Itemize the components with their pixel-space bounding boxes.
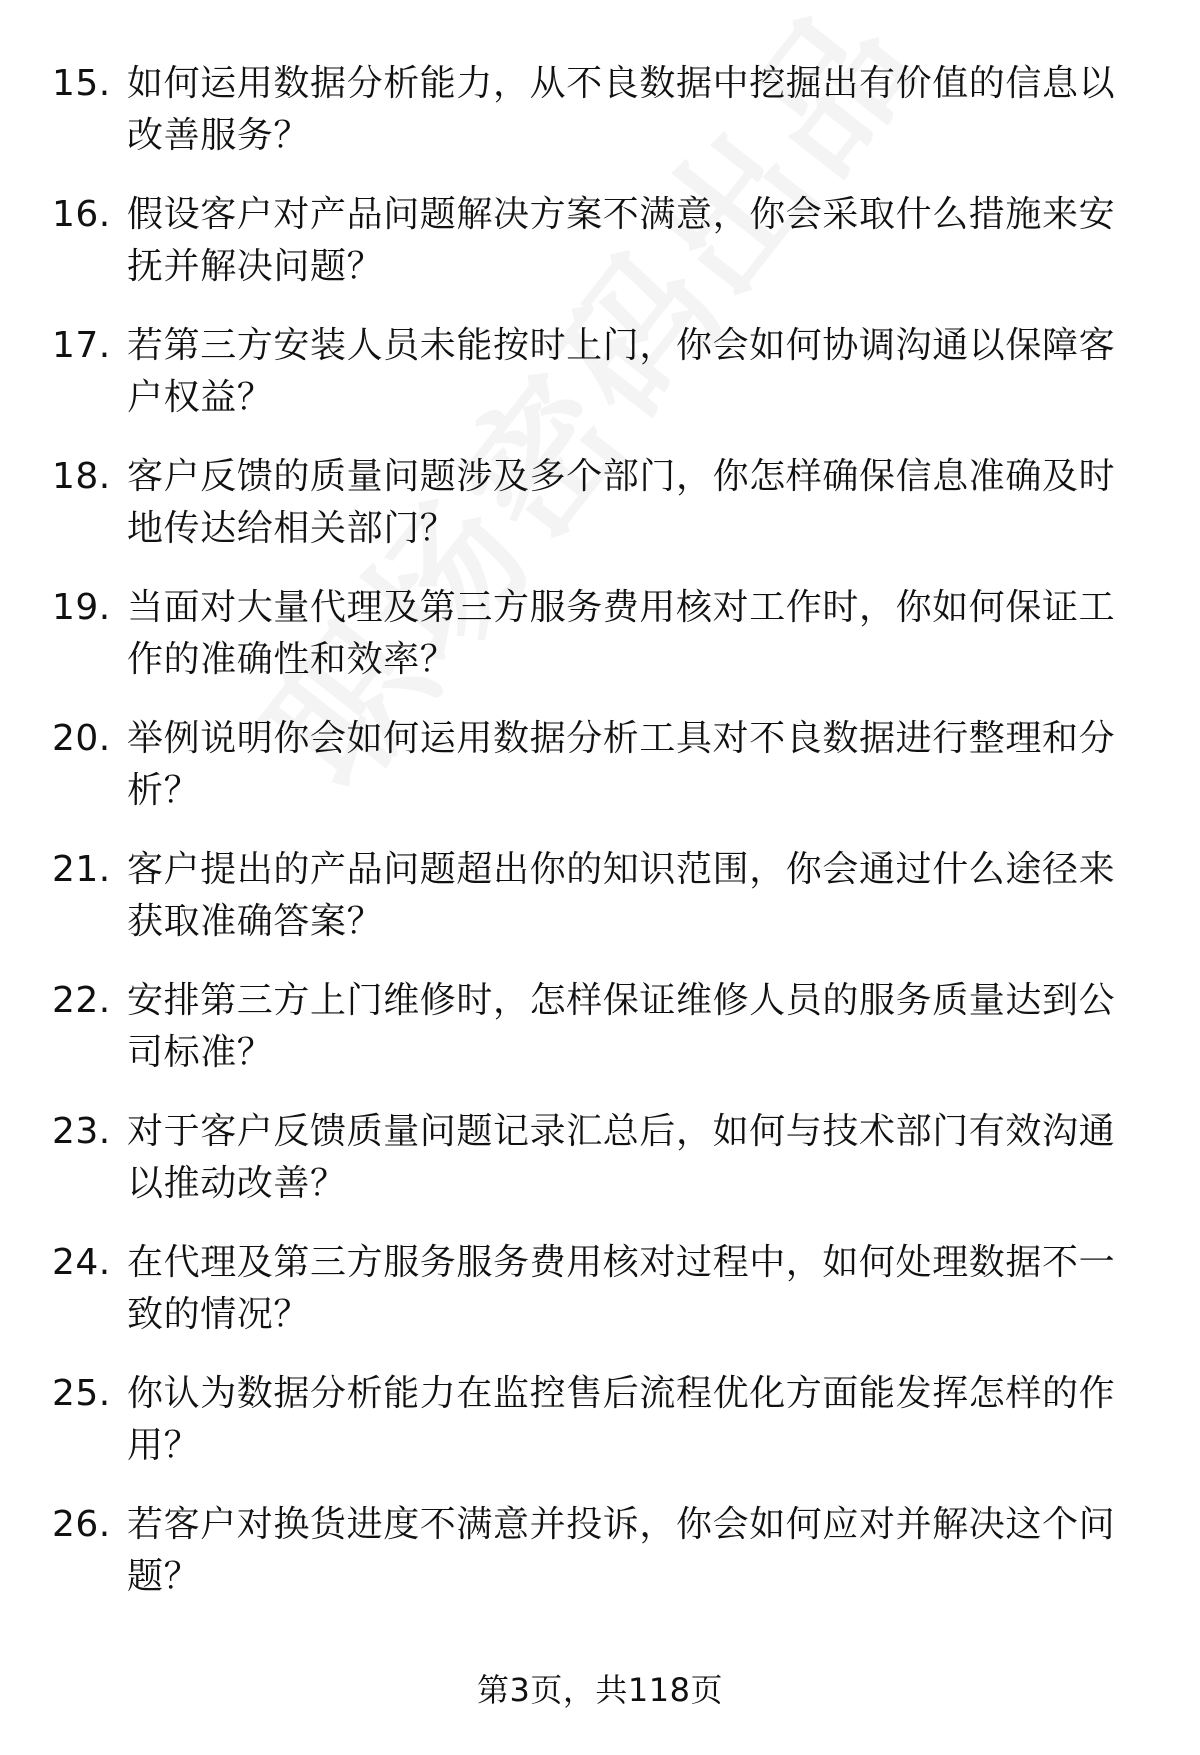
question-item (0, 844, 1200, 975)
question-text: 你认为数据分析能力在监控售后流程优化方面能发挥怎样的作用？ (127, 1373, 1116, 1466)
question-item (0, 582, 1200, 713)
question-text: 当面对大量代理及第三方服务费用核对工作时，你如何保证工作的准确性和效率？ (127, 587, 1116, 680)
question-item (0, 1237, 1200, 1368)
question-item (0, 58, 1200, 189)
question-list (0, 58, 1200, 1630)
question-item (0, 1368, 1200, 1499)
question-item (0, 975, 1200, 1106)
question-text: 举例说明你会如何运用数据分析工具对不良数据进行整理和分析？ (127, 718, 1116, 811)
question-text: 若客户对换货进度不满意并投诉，你会如何应对并解决这个问题？ (127, 1504, 1116, 1597)
question-text: 客户反馈的质量问题涉及多个部门，你怎样确保信息准确及时地传达给相关部门？ (127, 456, 1116, 549)
question-number: 20. (52, 718, 111, 759)
question-text: 假设客户对产品问题解决方案不满意，你会采取什么措施来安抚并解决问题？ (127, 194, 1116, 287)
question-number: 15. (52, 63, 111, 104)
question-text: 客户提出的产品问题超出你的知识范围，你会通过什么途径来获取准确答案？ (127, 849, 1116, 942)
question-text: 若第三方安装人员未能按时上门，你会如何协调沟通以保障客户权益？ (127, 325, 1116, 418)
question-number: 17. (52, 325, 111, 366)
question-number: 25. (52, 1373, 111, 1414)
question-text: 如何运用数据分析能力，从不良数据中挖掘出有价值的信息以改善服务？ (127, 63, 1116, 156)
question-number: 24. (52, 1242, 111, 1283)
question-number: 21. (52, 849, 111, 890)
question-item (0, 1106, 1200, 1237)
page-footer: 第3页，共118页 (477, 1671, 723, 1709)
question-item (0, 713, 1200, 844)
question-number: 22. (52, 980, 111, 1021)
question-item (0, 451, 1200, 582)
question-item (0, 320, 1200, 451)
question-item (0, 189, 1200, 320)
question-number: 16. (52, 194, 111, 235)
question-number: 26. (52, 1504, 111, 1545)
question-text: 对于客户反馈质量问题记录汇总后，如何与技术部门有效沟通以推动改善？ (127, 1111, 1116, 1204)
question-item (0, 1499, 1200, 1630)
question-number: 18. (52, 456, 111, 497)
question-number: 23. (52, 1111, 111, 1152)
question-text: 在代理及第三方服务服务费用核对过程中，如何处理数据不一致的情况？ (127, 1242, 1116, 1335)
question-text: 安排第三方上门维修时，怎样保证维修人员的服务质量达到公司标准？ (127, 980, 1116, 1073)
question-number: 19. (52, 587, 111, 628)
